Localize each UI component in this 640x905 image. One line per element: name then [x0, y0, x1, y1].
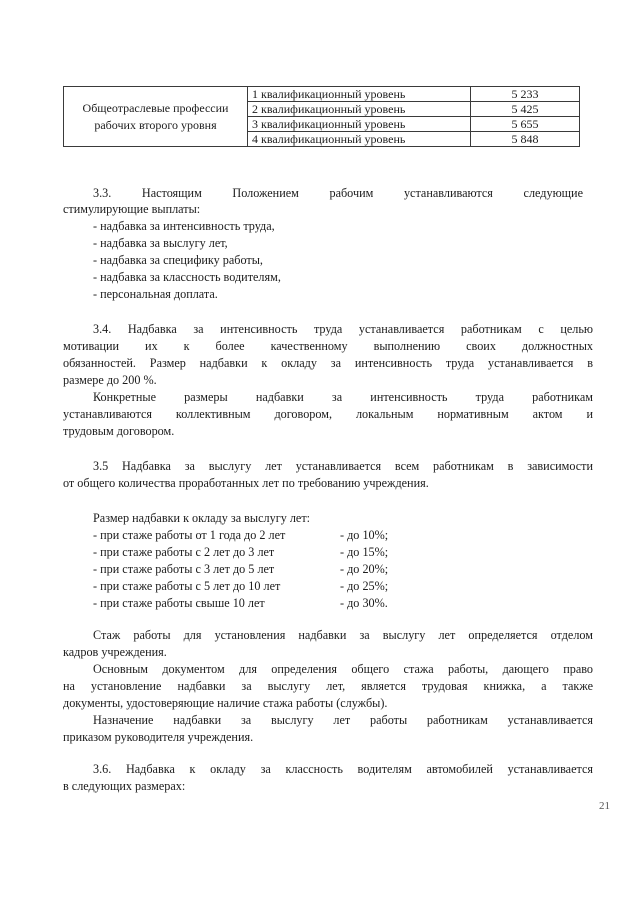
level-cell: 1 квалификационный уровень [248, 87, 471, 102]
tenure-value: - до 30%. [340, 596, 388, 610]
list-item: - надбавка за классность водителям, [93, 270, 281, 284]
amount-cell: 5 655 [471, 117, 580, 132]
tenure-value: - до 25%; [340, 579, 389, 593]
section-3-4-line: 3.4. Надбавка за интенсивность труда устанавливается работникам с целью [93, 322, 593, 336]
section-3-5-para: приказом руководителя учреждения. [63, 730, 254, 744]
section-3-5-para: Основным документом для определения общего стажа работы, дающего право [93, 662, 593, 676]
section-3-5-line: 3.5 Надбавка за выслугу лет устанавливается всем работникам в зависимости [93, 459, 593, 473]
section-3-4-line: обязанностей. Размер надбавки к окладу за интенсивность труда устанавливается в [63, 356, 593, 370]
section-3-6-line: в следующих размерах: [63, 779, 186, 793]
list-item: - надбавка за выслугу лет, [93, 236, 228, 250]
tenure-item: - при стаже работы с 3 лет до 5 лет [93, 562, 275, 576]
section-3-3-line2: стимулирующие выплаты: [63, 202, 201, 216]
group-cell: Общеотраслевые профессии рабочих второго уровня [64, 87, 248, 147]
section-3-4-line: Конкретные размеры надбавки за интенсивность труда работникам [93, 390, 593, 404]
tenure-item: - при стаже работы от 1 года до 2 лет [93, 528, 286, 542]
section-3-4-line: размере до 200 %. [63, 373, 157, 387]
list-item: - надбавка за интенсивность труда, [93, 219, 275, 233]
amount-cell: 5 425 [471, 102, 580, 117]
tenure-item: - при стаже работы с 2 лет до 3 лет [93, 545, 275, 559]
section-3-5-para: кадров учреждения. [63, 645, 167, 659]
section-3-4-line: мотивации их к более качественному выполнению своих должностных [63, 339, 593, 353]
section-3-5-para: документы, удостоверяющие наличие стажа работы (службы). [63, 696, 388, 710]
tenure-value: - до 10%; [340, 528, 389, 542]
tenure-value: - до 20%; [340, 562, 389, 576]
amount-cell: 5 233 [471, 87, 580, 102]
page-number: 21 [599, 800, 610, 812]
tenure-value: - до 15%; [340, 545, 389, 559]
section-3-3-line1: 3.3. Настоящим Положением рабочим устанавливаются следующие [93, 186, 583, 200]
tenure-intro: Размер надбавки к окладу за выслугу лет: [93, 511, 311, 525]
list-item: - надбавка за специфику работы, [93, 253, 263, 267]
level-cell: 3 квалификационный уровень [248, 117, 471, 132]
table-row [64, 87, 580, 102]
section-3-5-para: Стаж работы для установления надбавки за выслугу лет определяется отделом [93, 628, 593, 642]
salary-table [63, 86, 580, 147]
section-3-5-para: Назначение надбавки за выслугу лет работы работникам устанавливается [93, 713, 593, 727]
tenure-item: - при стаже работы свыше 10 лет [93, 596, 265, 610]
section-3-5-para: на установление надбавки за выслугу лет, является трудовая книжка, а также [63, 679, 593, 693]
list-item: - персональная доплата. [93, 287, 218, 301]
section-3-4-line: трудовым договором. [63, 424, 175, 438]
amount-cell: 5 848 [471, 132, 580, 147]
section-3-5-line: от общего количества проработанных лет по требованию учреждения. [63, 476, 429, 490]
tenure-item: - при стаже работы с 5 лет до 10 лет [93, 579, 281, 593]
section-3-6-line: 3.6. Надбавка к окладу за классность водителям автомобилей устанавливается [93, 762, 593, 776]
level-cell: 4 квалификационный уровень [248, 132, 471, 147]
section-3-4-line: устанавливаются коллективным договором, локальным нормативным актом и [63, 407, 593, 421]
level-cell: 2 квалификационный уровень [248, 102, 471, 117]
